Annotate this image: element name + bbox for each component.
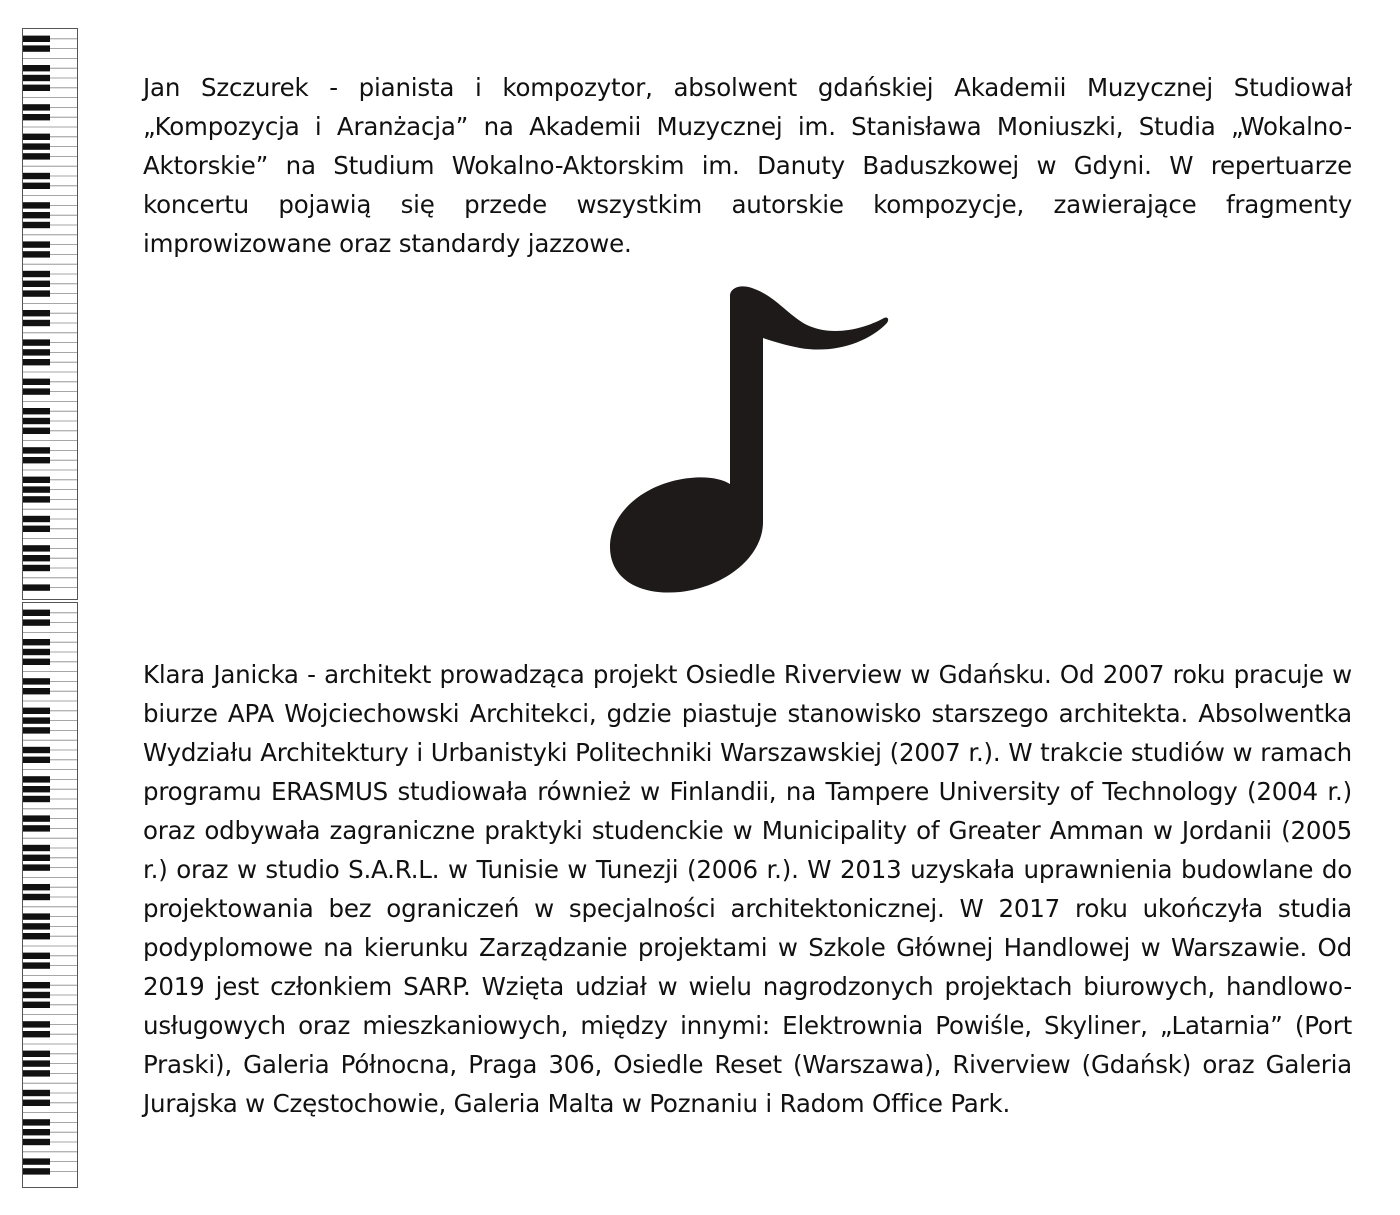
black-key bbox=[23, 1158, 50, 1164]
bio-jan-szczurek: Jan Szczurek - pianista i kompozytor, absolwent gdańskiej Akademii Muzycznej Studiował „Kompozycja i Aranżacja” na Akademii Muzycznej im. Stanisława Moniuszki, Studia „Wokalno-Aktorskie” na Studium Wokalno-Aktorskim im. Danuty Baduszkowej w Gdyni. W repertuarze koncertu pojawią się przede wszystkim autorskie kompozycje, zawierające fragmenty improwizowane oraz standardy jazzowe. bbox=[143, 73, 1352, 258]
black-key bbox=[23, 359, 50, 365]
black-key bbox=[23, 516, 50, 522]
black-key bbox=[23, 1139, 50, 1145]
bio-klara-janicka: Klara Janicka - architekt prowadząca projekt Osiedle Riverview w Gdańsku. Od 2007 roku pracuje w biurze APA Wojciechowski Architekci, gdzie piastuje stanowisko starszego architekta. Absolwentka Wydziału Architektury i Urbanistyki Politechniki Warszawskiej (2007 r.). W trakcie studiów w ramach programu ERASMUS studiowała również w Finlandii, na Tampere University of Technology (2004 r.) oraz odbywała zagraniczne praktyki studenckie w Municipality of Greater Amman w Jordanii (2005 r.) oraz w studio S.A.R.L. w Tunisie w Tunezji (2006 r.). W 2013 uzyskała uprawnienia budowlane do projektowania bez ograniczeń w specjalności architektonicznej. W 2017 roku ukończyła studia podyplomowe na kierunku Zarządzanie projektami w Szkole Głównej Handlowej w Warszawie. Od 2019 jest członkiem SARP. Wzięta udział w wielu nagrodzonych projektach biurowych, handlowo-usługowych oraz mieszkaniowych, między innymi: Elektrownia Powiśle, Skyliner, „Latarnia” (Port Praski), Galeria Północna, Praga 306, Osiedle Reset (Warszawa), Riverview (Gdańsk) oraz Galeria Jurajska w Częstochowie, Galeria Malta w Poznaniu i Radom Office Park. bbox=[143, 660, 1352, 1118]
black-key bbox=[23, 717, 50, 723]
black-key bbox=[23, 776, 50, 782]
black-key bbox=[23, 173, 50, 179]
black-key bbox=[23, 1168, 50, 1174]
black-key bbox=[23, 1021, 50, 1027]
black-key bbox=[23, 1129, 50, 1135]
black-key bbox=[23, 786, 50, 792]
black-key bbox=[23, 75, 50, 81]
black-key bbox=[23, 339, 50, 345]
black-key bbox=[23, 610, 50, 616]
black-key bbox=[23, 584, 50, 590]
piano-keyboard-icon bbox=[22, 602, 78, 1188]
black-key bbox=[23, 545, 50, 551]
black-key bbox=[23, 85, 50, 91]
black-key bbox=[23, 815, 50, 821]
black-key bbox=[23, 271, 50, 277]
black-key bbox=[23, 913, 50, 919]
black-key bbox=[23, 1051, 50, 1057]
black-key bbox=[23, 649, 50, 655]
black-key bbox=[23, 212, 50, 218]
piano-keys-top bbox=[23, 29, 77, 599]
black-key bbox=[23, 379, 50, 385]
black-key bbox=[23, 992, 50, 998]
black-key bbox=[23, 310, 50, 316]
black-key bbox=[23, 678, 50, 684]
piano-keyboard-icon bbox=[22, 28, 78, 600]
black-key bbox=[23, 496, 50, 502]
black-key bbox=[23, 388, 50, 394]
black-key bbox=[23, 477, 50, 483]
black-key bbox=[23, 45, 50, 51]
black-key bbox=[23, 1100, 50, 1106]
black-key bbox=[23, 659, 50, 665]
black-key bbox=[23, 747, 50, 753]
black-key bbox=[23, 222, 50, 228]
black-key bbox=[23, 36, 50, 42]
black-key bbox=[23, 183, 50, 189]
black-key bbox=[23, 457, 50, 463]
black-key bbox=[23, 281, 50, 287]
black-key bbox=[23, 202, 50, 208]
black-key bbox=[23, 1119, 50, 1125]
black-key bbox=[23, 134, 50, 140]
black-key bbox=[23, 982, 50, 988]
black-key bbox=[23, 1070, 50, 1076]
black-key bbox=[23, 486, 50, 492]
black-key bbox=[23, 894, 50, 900]
black-key bbox=[23, 1002, 50, 1008]
black-key bbox=[23, 290, 50, 296]
black-key bbox=[23, 555, 50, 561]
black-key bbox=[23, 1031, 50, 1037]
black-key bbox=[23, 884, 50, 890]
black-key bbox=[23, 1090, 50, 1096]
black-key bbox=[23, 447, 50, 453]
black-key bbox=[23, 104, 50, 110]
black-key bbox=[23, 923, 50, 929]
black-key bbox=[23, 114, 50, 120]
black-key bbox=[23, 825, 50, 831]
black-key bbox=[23, 418, 50, 424]
black-key bbox=[23, 855, 50, 861]
black-key bbox=[23, 320, 50, 326]
black-key bbox=[23, 349, 50, 355]
black-key bbox=[23, 757, 50, 763]
black-key bbox=[23, 251, 50, 257]
black-key bbox=[23, 241, 50, 247]
piano-keys-bottom bbox=[23, 603, 77, 1187]
black-key bbox=[23, 65, 50, 71]
black-key bbox=[23, 143, 50, 149]
black-key bbox=[23, 962, 50, 968]
black-key bbox=[23, 708, 50, 714]
black-key bbox=[23, 688, 50, 694]
black-key bbox=[23, 796, 50, 802]
black-key bbox=[23, 153, 50, 159]
black-key bbox=[23, 933, 50, 939]
black-key bbox=[23, 953, 50, 959]
black-key bbox=[23, 1060, 50, 1066]
black-key bbox=[23, 727, 50, 733]
black-key bbox=[23, 408, 50, 414]
black-key bbox=[23, 619, 50, 625]
black-key bbox=[23, 526, 50, 532]
black-key bbox=[23, 845, 50, 851]
black-key bbox=[23, 639, 50, 645]
eighth-note-icon bbox=[600, 282, 900, 602]
black-key bbox=[23, 428, 50, 434]
black-key bbox=[23, 565, 50, 571]
black-key bbox=[23, 864, 50, 870]
